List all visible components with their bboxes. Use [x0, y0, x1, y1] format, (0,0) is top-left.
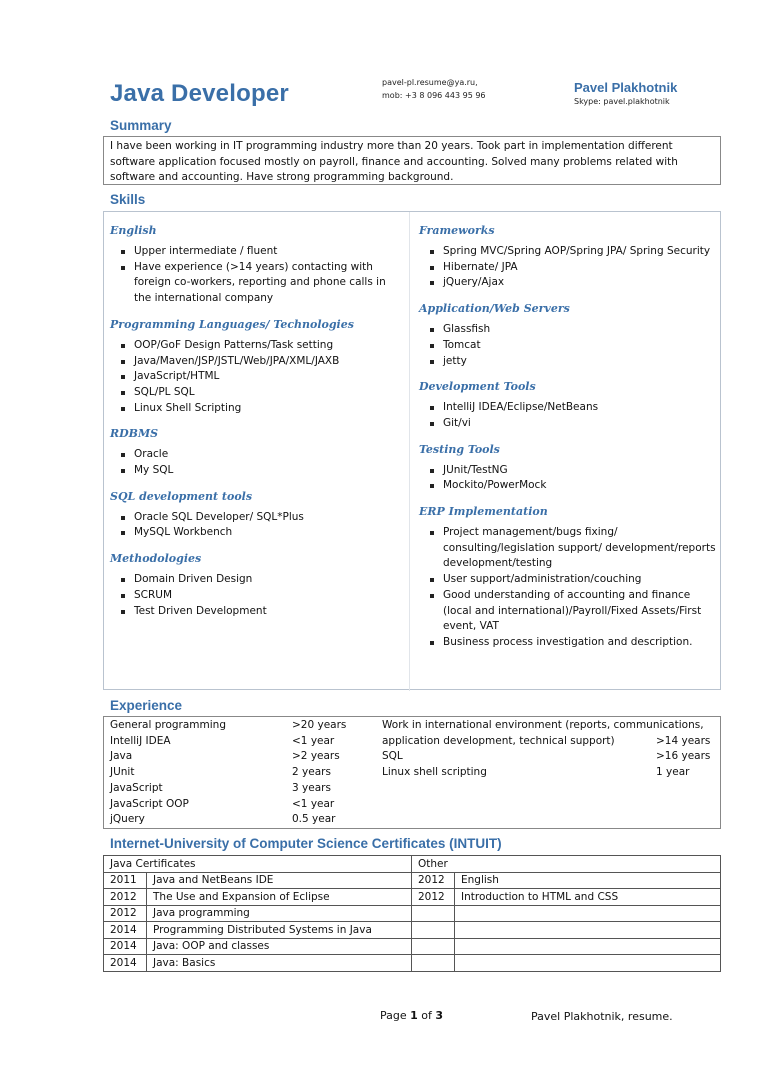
other-cert-name: Introduction to HTML and CSS	[455, 889, 721, 906]
skill-item: Test Driven Development	[110, 604, 406, 620]
skill-list	[419, 463, 719, 494]
experience-skill: IntelliJ IDEA	[110, 734, 171, 747]
java-cert-year: 2012	[104, 889, 147, 906]
java-cert-year: 2014	[104, 922, 147, 939]
skill-group-title: Development Tools	[419, 380, 536, 394]
skill-item: Project management/bugs fixing/ consulting/legislation support/ development/reports development/testing	[419, 525, 719, 572]
other-certificates-header: Other	[412, 856, 721, 873]
skill-group-title: ERP Implementation	[419, 505, 548, 519]
skill-item: MySQL Workbench	[110, 525, 406, 541]
skill-item: Upper intermediate / fluent	[110, 244, 406, 260]
java-cert-name: Java programming	[147, 905, 412, 922]
skill-list	[110, 447, 406, 478]
experience-years: <1 year	[292, 797, 335, 810]
person-name: Pavel Plakhotnik	[574, 80, 678, 95]
page-title: Java Developer	[110, 80, 289, 107]
experience-years	[656, 718, 716, 734]
experience-skill: application development, technical support)	[382, 734, 615, 747]
experience-left-skills	[110, 718, 290, 828]
skill-item: jQuery/Ajax	[419, 275, 719, 291]
other-cert-name	[455, 938, 721, 955]
other-cert-name: English	[455, 872, 721, 889]
certificate-row	[104, 872, 721, 889]
skill-item: SQL/PL SQL	[110, 385, 406, 401]
summary-heading: Summary	[110, 118, 172, 133]
skills-heading: Skills	[110, 192, 146, 207]
skype-text: Skype: pavel.plakhotnik	[574, 97, 670, 106]
java-cert-year: 2011	[104, 872, 147, 889]
skill-list	[419, 525, 719, 651]
skill-group-title: Application/Web Servers	[419, 302, 570, 316]
email-text: pavel-pl.resume@ya.ru,	[382, 78, 478, 87]
other-cert-year	[412, 955, 455, 972]
experience-years: >20 years	[292, 719, 347, 731]
skill-item: Hibernate/ JPA	[419, 260, 719, 276]
other-cert-name	[455, 922, 721, 939]
skill-item: Spring MVC/Spring AOP/Spring JPA/ Spring Security	[419, 244, 719, 260]
java-cert-name: Java: Basics	[147, 955, 412, 972]
experience-years: 3 years	[292, 781, 331, 794]
skill-group-title: SQL development tools	[110, 489, 253, 503]
skill-item: JUnit/TestNG	[419, 463, 719, 479]
skill-item: Business process investigation and description.	[419, 635, 719, 651]
experience-years: >16 years	[656, 750, 711, 763]
experience-skill: Work in international environment (reports, communications,	[382, 719, 704, 731]
java-cert-name: Java: OOP and classes	[147, 938, 412, 955]
skill-item: Glassfish	[419, 322, 719, 338]
page-of: of	[421, 1009, 432, 1022]
page-prefix: Page	[380, 1009, 407, 1022]
experience-skill: Linux shell scripting	[382, 766, 487, 779]
skill-item: Domain Driven Design	[110, 572, 406, 588]
experience-years: >2 years	[292, 750, 340, 763]
skill-group-title: Programming Languages/ Technologies	[110, 317, 354, 331]
experience-skill: JavaScript	[110, 781, 163, 794]
skill-item: Mockito/PowerMock	[419, 478, 719, 494]
experience-skill: SQL	[382, 750, 403, 763]
experience-skill: JUnit	[110, 766, 135, 779]
experience-years: <1 year	[292, 734, 335, 747]
skill-list	[110, 572, 406, 619]
skill-item: Git/vi	[419, 416, 719, 432]
skill-item: User support/administration/couching	[419, 572, 719, 588]
skill-list	[419, 400, 719, 431]
skill-group-title: Testing Tools	[419, 442, 500, 456]
page-total: 3	[435, 1009, 444, 1022]
certificate-row	[104, 955, 721, 972]
skill-list	[110, 510, 406, 541]
skill-item: Oracle	[110, 447, 406, 463]
experience-skill: General programming	[110, 719, 227, 731]
certificates-header-row	[104, 856, 721, 873]
certificates-table	[103, 855, 721, 972]
skill-group-title: Frameworks	[419, 224, 495, 237]
other-cert-year	[412, 922, 455, 939]
skill-item: SCRUM	[110, 588, 406, 604]
experience-skill: JavaScript OOP	[110, 797, 189, 810]
skill-item: Linux Shell Scripting	[110, 401, 406, 417]
certificate-row	[104, 905, 721, 922]
certificate-row	[104, 922, 721, 939]
skill-group-title: Methodologies	[110, 552, 202, 566]
experience-left-years	[292, 718, 372, 828]
experience-skill: Java	[110, 750, 133, 763]
summary-text: I have been working in IT programming industry more than 20 years. Took part in implementation different software application focused mostly on payroll, finance and accounting. Solved many problems related with software and accounting. Have strong programming background.	[110, 140, 678, 183]
skill-item: JavaScript/HTML	[110, 369, 406, 385]
page-number	[380, 1009, 443, 1022]
other-cert-year: 2012	[412, 872, 455, 889]
other-cert-year	[412, 938, 455, 955]
java-cert-year: 2014	[104, 955, 147, 972]
skill-item: Have experience (>14 years) contacting with foreign co-workers, reporting and phone calls in the international company	[110, 260, 406, 307]
experience-years: >14 years	[656, 734, 711, 747]
skills-divider	[409, 212, 410, 691]
skill-item: My SQL	[110, 463, 406, 479]
skill-item: IntelliJ IDEA/Eclipse/NetBeans	[419, 400, 719, 416]
skills-right-column	[419, 224, 719, 662]
skills-box	[103, 211, 721, 690]
person-block	[574, 80, 677, 106]
skill-list	[110, 338, 406, 417]
mobile-text: mob: +3 8 096 443 95 96	[382, 91, 486, 100]
experience-skill: jQuery	[110, 813, 145, 826]
skill-item: jetty	[419, 354, 719, 370]
page-current: 1	[410, 1009, 418, 1022]
other-cert-year	[412, 905, 455, 922]
certificates-heading: Internet-University of Computer Science Certificates (INTUIT)	[110, 836, 502, 851]
skill-list	[419, 244, 719, 291]
contact-block	[382, 76, 486, 102]
skill-item: Oracle SQL Developer/ SQL*Plus	[110, 510, 406, 526]
skill-group-title: RDBMS	[110, 427, 159, 441]
java-cert-year: 2012	[104, 905, 147, 922]
experience-right-years	[656, 718, 716, 781]
skill-item: Tomcat	[419, 338, 719, 354]
skill-list	[419, 322, 719, 369]
other-cert-year: 2012	[412, 889, 455, 906]
skill-item: Java/Maven/JSP/JSTL/Web/JPA/XML/JAXB	[110, 354, 406, 370]
footer-name: Pavel Plakhotnik, resume.	[531, 1010, 673, 1023]
certificate-row	[104, 889, 721, 906]
experience-years: 1 year	[656, 766, 690, 779]
java-cert-name: Java and NetBeans IDE	[147, 872, 412, 889]
skills-left-column	[110, 224, 406, 630]
java-cert-name: Programming Distributed Systems in Java	[147, 922, 412, 939]
certificate-row	[104, 938, 721, 955]
java-cert-year: 2014	[104, 938, 147, 955]
experience-years: 2 years	[292, 766, 331, 779]
java-certificates-header: Java Certificates	[104, 856, 412, 873]
skill-list	[110, 244, 406, 307]
experience-years: 0.5 year	[292, 813, 336, 826]
experience-box	[103, 716, 721, 829]
other-cert-name	[455, 955, 721, 972]
experience-heading: Experience	[110, 698, 183, 713]
skill-item: Good understanding of accounting and finance (local and international)/Payroll/Fixed Assets/First event, VAT	[419, 588, 719, 635]
summary-box	[103, 136, 721, 185]
skill-item: OOP/GoF Design Patterns/Task setting	[110, 338, 406, 354]
java-cert-name: The Use and Expansion of Eclipse	[147, 889, 412, 906]
other-cert-name	[455, 905, 721, 922]
skill-group-title: English	[110, 224, 157, 237]
